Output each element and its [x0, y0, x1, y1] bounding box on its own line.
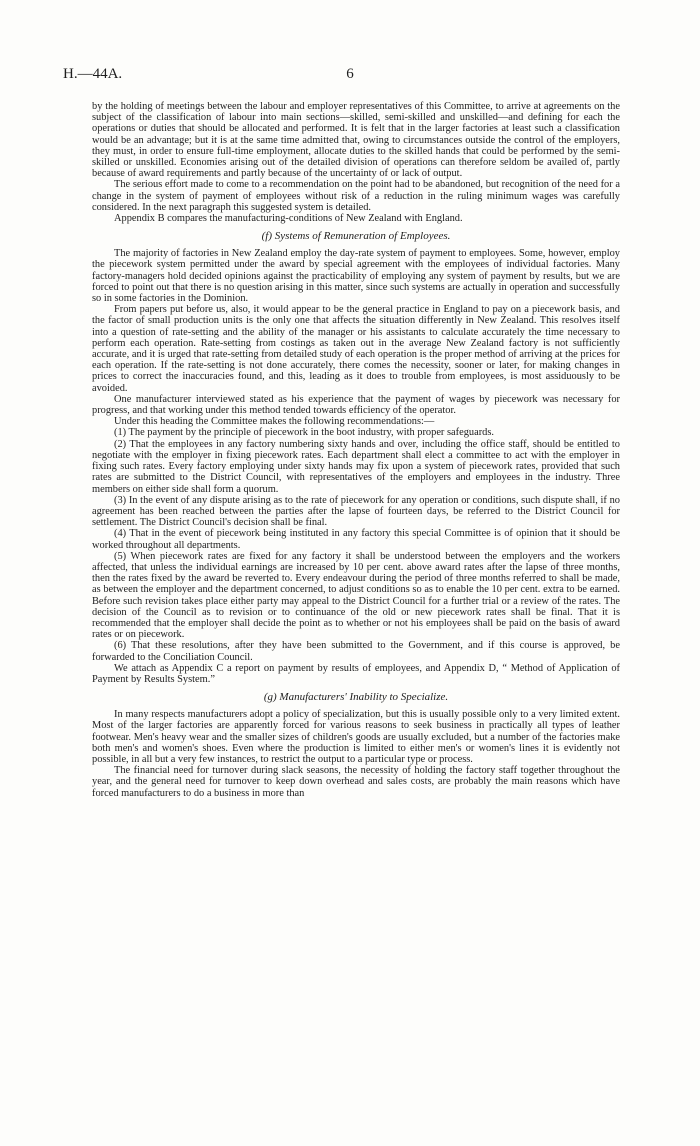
paragraph: The majority of factories in New Zealand employ the day-rate system of payment to employees. Some, however, employ the piecework system permitted under the award by special agreement with the employees of individual factories. Many factory-managers hold decided opinions against the practicability of employing any system of payment by results, but we are forced to point out that there is no question arising in this matter, since such systems are actually in operation and successfully so in some factories in the Dominion.: [92, 248, 620, 305]
paragraph: From papers put before us, also, it would appear to be the general practice in England to pay on a piecework basis, and the factor of small production units is the only one that affects the situation differently in New Zealand. This resolves itself into a question of rate-setting and the ability of the manager or his assistants to calculate accurately the time necessary to perform each operation. Rate-setting from costings as taken out in the average New Zealand factory is not sufficiently accurate, and it is urged that rate-setting from detailed study of each operation is the proper method of arriving at the prices for each operation. If the rate-setting is not done accurately, there comes the necessity, sooner or later, for making changes in prices to correct the inaccuracies found, and this, leading as it does to trouble from employees, is most assiduously to be avoided.: [92, 304, 620, 394]
paragraph: The financial need for turnover during slack seasons, the necessity of holding the factory staff together throughout the year, and the general need for turnover to keep down overhead and sales costs, are probably the main reasons which have forced manufacturers to do a business in more than: [92, 765, 620, 799]
document-code: H.—44A.: [63, 66, 123, 82]
recommendation-1: (1) The payment by the principle of piecework in the boot industry, with proper safeguards.: [114, 427, 495, 439]
paragraph: One manufacturer interviewed stated as his experience that the payment of wages by piecework was necessary for progress, and that working under this method tended towards efficiency of the operator.: [92, 393, 620, 417]
recommendation-3: (3) In the event of any dispute arising as to the rate of piecework for any operation or conditions, such dispute shall, if no agreement has been reached between the parties after the lapse of fourteen days, be referred to the District Council for settlement. The District Council's decision shall be final.: [92, 494, 620, 529]
paragraph: In many respects manufacturers adopt a policy of specialization, but this is usually possible only to a very limited extent. Most of the larger factories are apparently forced for various reasons to seek business in practically all types of leather footwear. Men's heavy wear and the smaller sizes of children's goods are usually excluded, but a number of the factories make both men's and women's shoes. Even where the production is limited to either men's or women's lines it is evidently not possible, in all but a very few instances, to restrict the output to a particular type or process.: [92, 709, 620, 765]
document-body: [92, 101, 620, 799]
paragraph: We attach as Appendix C a report on payment by results of employees, and Appendix D, “ Method of Application of Payment by Results System.”: [92, 662, 620, 685]
recommendation-2: (2) That the employees in any factory numbering sixty hands and over, including the office staff, should be entitled to negotiate with the employer in fixing piecework rates. Each department shall elect a committee to act with the employer in fixing such rates. Every factory employing under sixty hands may fix upon a system of piecework rates, provided that such rates are submitted to the District Council, with representatives of the employers and employees in the industry. Three members on either side shall form a quorum.: [92, 438, 620, 495]
page-header: [63, 66, 637, 86]
recommendation-5: (5) When piecework rates are fixed for any factory it shall be understood between the employers and the workers affected, that unless the individual earnings are increased by 10 per cent. above award rates after the lapse of three months, then the rates fixed by the award be reverted to. Every endeavour during the period of three months referred to shall be made, as between the employer and the department concerned, to adjust conditions so as to enable the 10 per cent. extra to be earned. Before such revision takes place either party may appeal to the District Council for a further trial or a review of the rates. The decision of the Council as to revision or to continuance of the old or new piecework rates shall be final. That it is recommended that the employer shall decide the point as to whether or not his employees shall be paid on the basis of award rates or on piecework.: [92, 550, 620, 641]
paragraph: Appendix B compares the manufacturing-conditions of New Zealand with England.: [114, 213, 463, 225]
section-heading-g: (g) Manufacturers' Inability to Specialize.: [263, 691, 449, 704]
paragraph: The serious effort made to come to a recommendation on the point had to be abandoned, but recognition of the need for a change in the system of payment of employees without risk of a reduction in the ruling minimum wages was carefully considered. In the next paragraph this suggested system is detailed.: [92, 179, 620, 213]
section-heading-f: (f) Systems of Remuneration of Employees.: [261, 230, 451, 243]
recommendation-6: (6) That these resolutions, after they have been submitted to the Government, and if this course is approved, be forwarded to the Conciliation Council.: [92, 640, 620, 663]
paragraph: by the holding of meetings between the labour and employer representatives of this Committee, to arrive at agreements on the subject of the classification of labour into main sections—skilled, semi-skilled and unskilled—and defining for each the operations or duties that should be allocated and performed. It is felt that in the larger factories at least such a classification would be an advantage; but it is at the same time admitted that, owing to circumstances outside the control of the employers, they must, in order to ensure full-time employment, allocate duties to the skilled hands that could be performed by the semi-skilled or unskilled. Economies arising out of the detailed division of operations can therefore seldom be availed of, partly because of award requirements and partly because of the uncertainty of or lack of output.: [92, 101, 620, 180]
page-number: 6: [346, 66, 354, 82]
paragraph: Under this heading the Committee makes the following recommendations:—: [114, 416, 435, 428]
recommendation-4: (4) That in the event of piecework being instituted in any factory this special Committee is of opinion that it should be worked throughout all departments.: [92, 528, 620, 551]
